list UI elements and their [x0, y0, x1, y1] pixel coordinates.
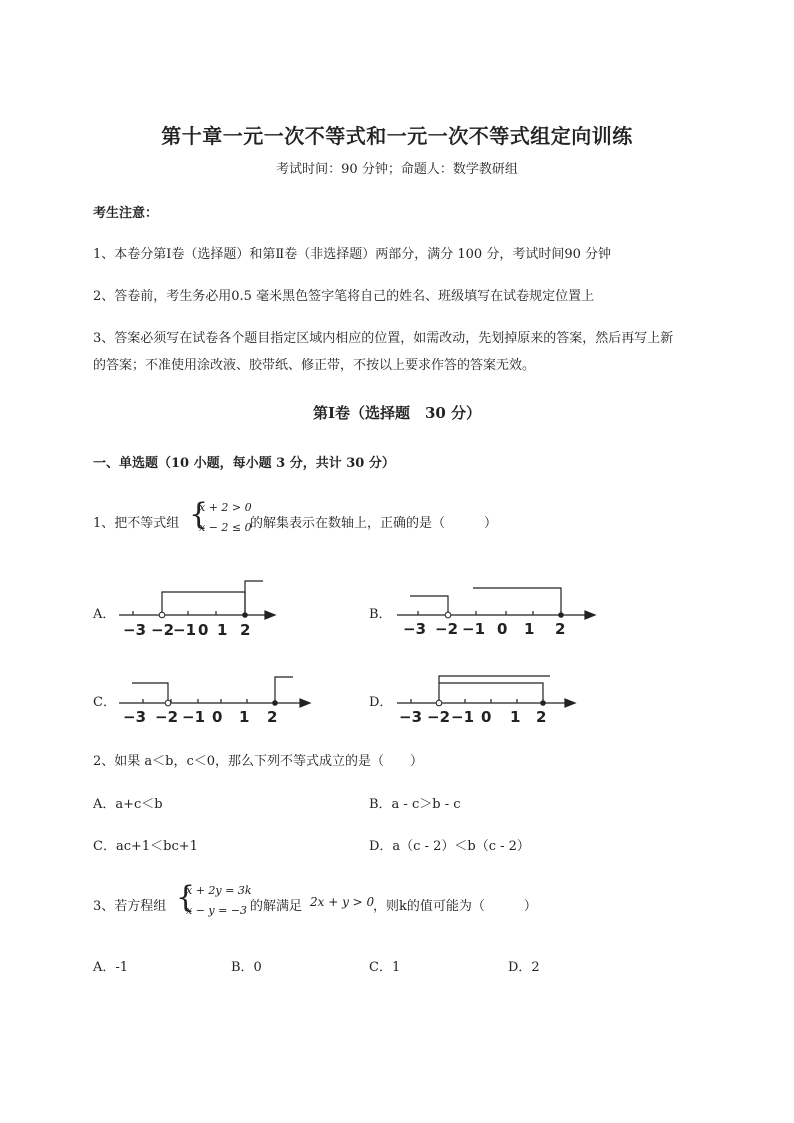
tick-label: −1	[462, 620, 486, 638]
q1-eq2: x − 2 ≤ 0	[199, 521, 252, 534]
tick-label: 1	[217, 621, 228, 639]
q1-option-c[interactable]: C．	[93, 695, 116, 710]
q1-option-a[interactable]: A．	[93, 607, 116, 622]
q3-suffix: ，则k的值可能为（ ）	[373, 899, 537, 914]
tick-label: 1	[239, 708, 250, 726]
q3-option-c[interactable]: C．1	[369, 960, 401, 975]
tick-label: 0	[497, 620, 508, 638]
tick-label: 0	[481, 708, 492, 726]
tick-label: 0	[198, 621, 209, 639]
tick-label: 1	[510, 708, 521, 726]
q2-stem: 2、如果 a＜b，c＜0，那么下列不等式成立的是（ ）	[93, 754, 424, 769]
q3-condition: 2x + y > 0	[310, 895, 375, 909]
tick-label: −3	[403, 620, 427, 638]
tick-label: −1	[451, 708, 475, 726]
tick-label: −2	[435, 620, 459, 638]
q3-option-b[interactable]: B．0	[231, 960, 262, 975]
tick-label: 2	[267, 708, 278, 726]
exam-info: 考试时间：90 分钟；命题人：数学教研组	[276, 162, 518, 177]
q2-option-a[interactable]: A．a+c＜b	[93, 797, 163, 812]
q1-suffix: 的解集表示在数轴上，正确的是（ ）	[250, 516, 498, 531]
tick-label: 0	[212, 708, 223, 726]
q1-eq1: x + 2 > 0	[199, 501, 252, 514]
brace-icon: {	[189, 497, 209, 532]
tick-label: −1	[173, 621, 197, 639]
tick-label: 1	[524, 620, 535, 638]
tick-label: −1	[182, 708, 206, 726]
q1-option-d[interactable]: D．	[369, 695, 393, 710]
q3-option-d[interactable]: D．2	[508, 960, 540, 975]
tick-label: −3	[399, 708, 423, 726]
tick-label: 2	[555, 620, 566, 638]
tick-label: −3	[123, 708, 147, 726]
q2-option-b[interactable]: B．a - c＞b - c	[369, 797, 461, 812]
section-title: 第Ⅰ卷（选择题 30 分）	[312, 404, 482, 422]
q1-prefix: 1、把不等式组	[93, 516, 180, 531]
tick-label: −3	[123, 621, 147, 639]
q3-eq2: x − y = −3	[186, 904, 248, 917]
notice-item-3-cont: 的答案；不准使用涂改液、胶带纸、修正带，不按以上要求作答的答案无效。	[93, 358, 536, 373]
tick-label: 2	[240, 621, 251, 639]
notice-heading: 考生注意：	[93, 206, 159, 221]
notice-item-3: 3、答案必须写在试卷各个题目指定区域内相应的位置，如需改动，先划掉原来的答案，然后再写上新	[93, 331, 674, 346]
brace-icon: {	[176, 880, 196, 915]
notice-item-1: 1、本卷分第Ⅰ卷（选择题）和第Ⅱ卷（非选择题）两部分，满分 100 分，考试时间90 分钟	[93, 247, 611, 262]
q3-mid: 的解满足	[250, 899, 303, 914]
q3-prefix: 3、若方程组	[93, 899, 167, 914]
tick-label: −2	[151, 621, 175, 639]
number-line-b	[393, 580, 603, 642]
tick-label: 2	[536, 708, 547, 726]
number-line-c	[115, 670, 315, 726]
q2-option-d[interactable]: D．a（c - 2）＜b（c - 2）	[369, 839, 530, 854]
q1-option-b[interactable]: B．	[369, 607, 392, 622]
q3-eq1: x + 2y = 3k	[186, 884, 252, 897]
q2-option-c[interactable]: C．ac+1＜bc+1	[93, 839, 198, 854]
part-heading: 一、单选题（10 小题，每小题 3 分，共计 30 分）	[93, 456, 395, 471]
page-title: 第十章一元一次不等式和一元一次不等式组定向训练	[161, 124, 633, 148]
tick-label: −2	[155, 708, 179, 726]
number-line-a	[115, 575, 285, 643]
number-line-d	[393, 670, 583, 726]
notice-item-2: 2、答卷前，考生务必用0.5 毫米黑色签字笔将自己的姓名、班级填写在试卷规定位置上	[93, 289, 595, 304]
q3-option-a[interactable]: A．-1	[93, 960, 129, 975]
tick-label: −2	[427, 708, 451, 726]
